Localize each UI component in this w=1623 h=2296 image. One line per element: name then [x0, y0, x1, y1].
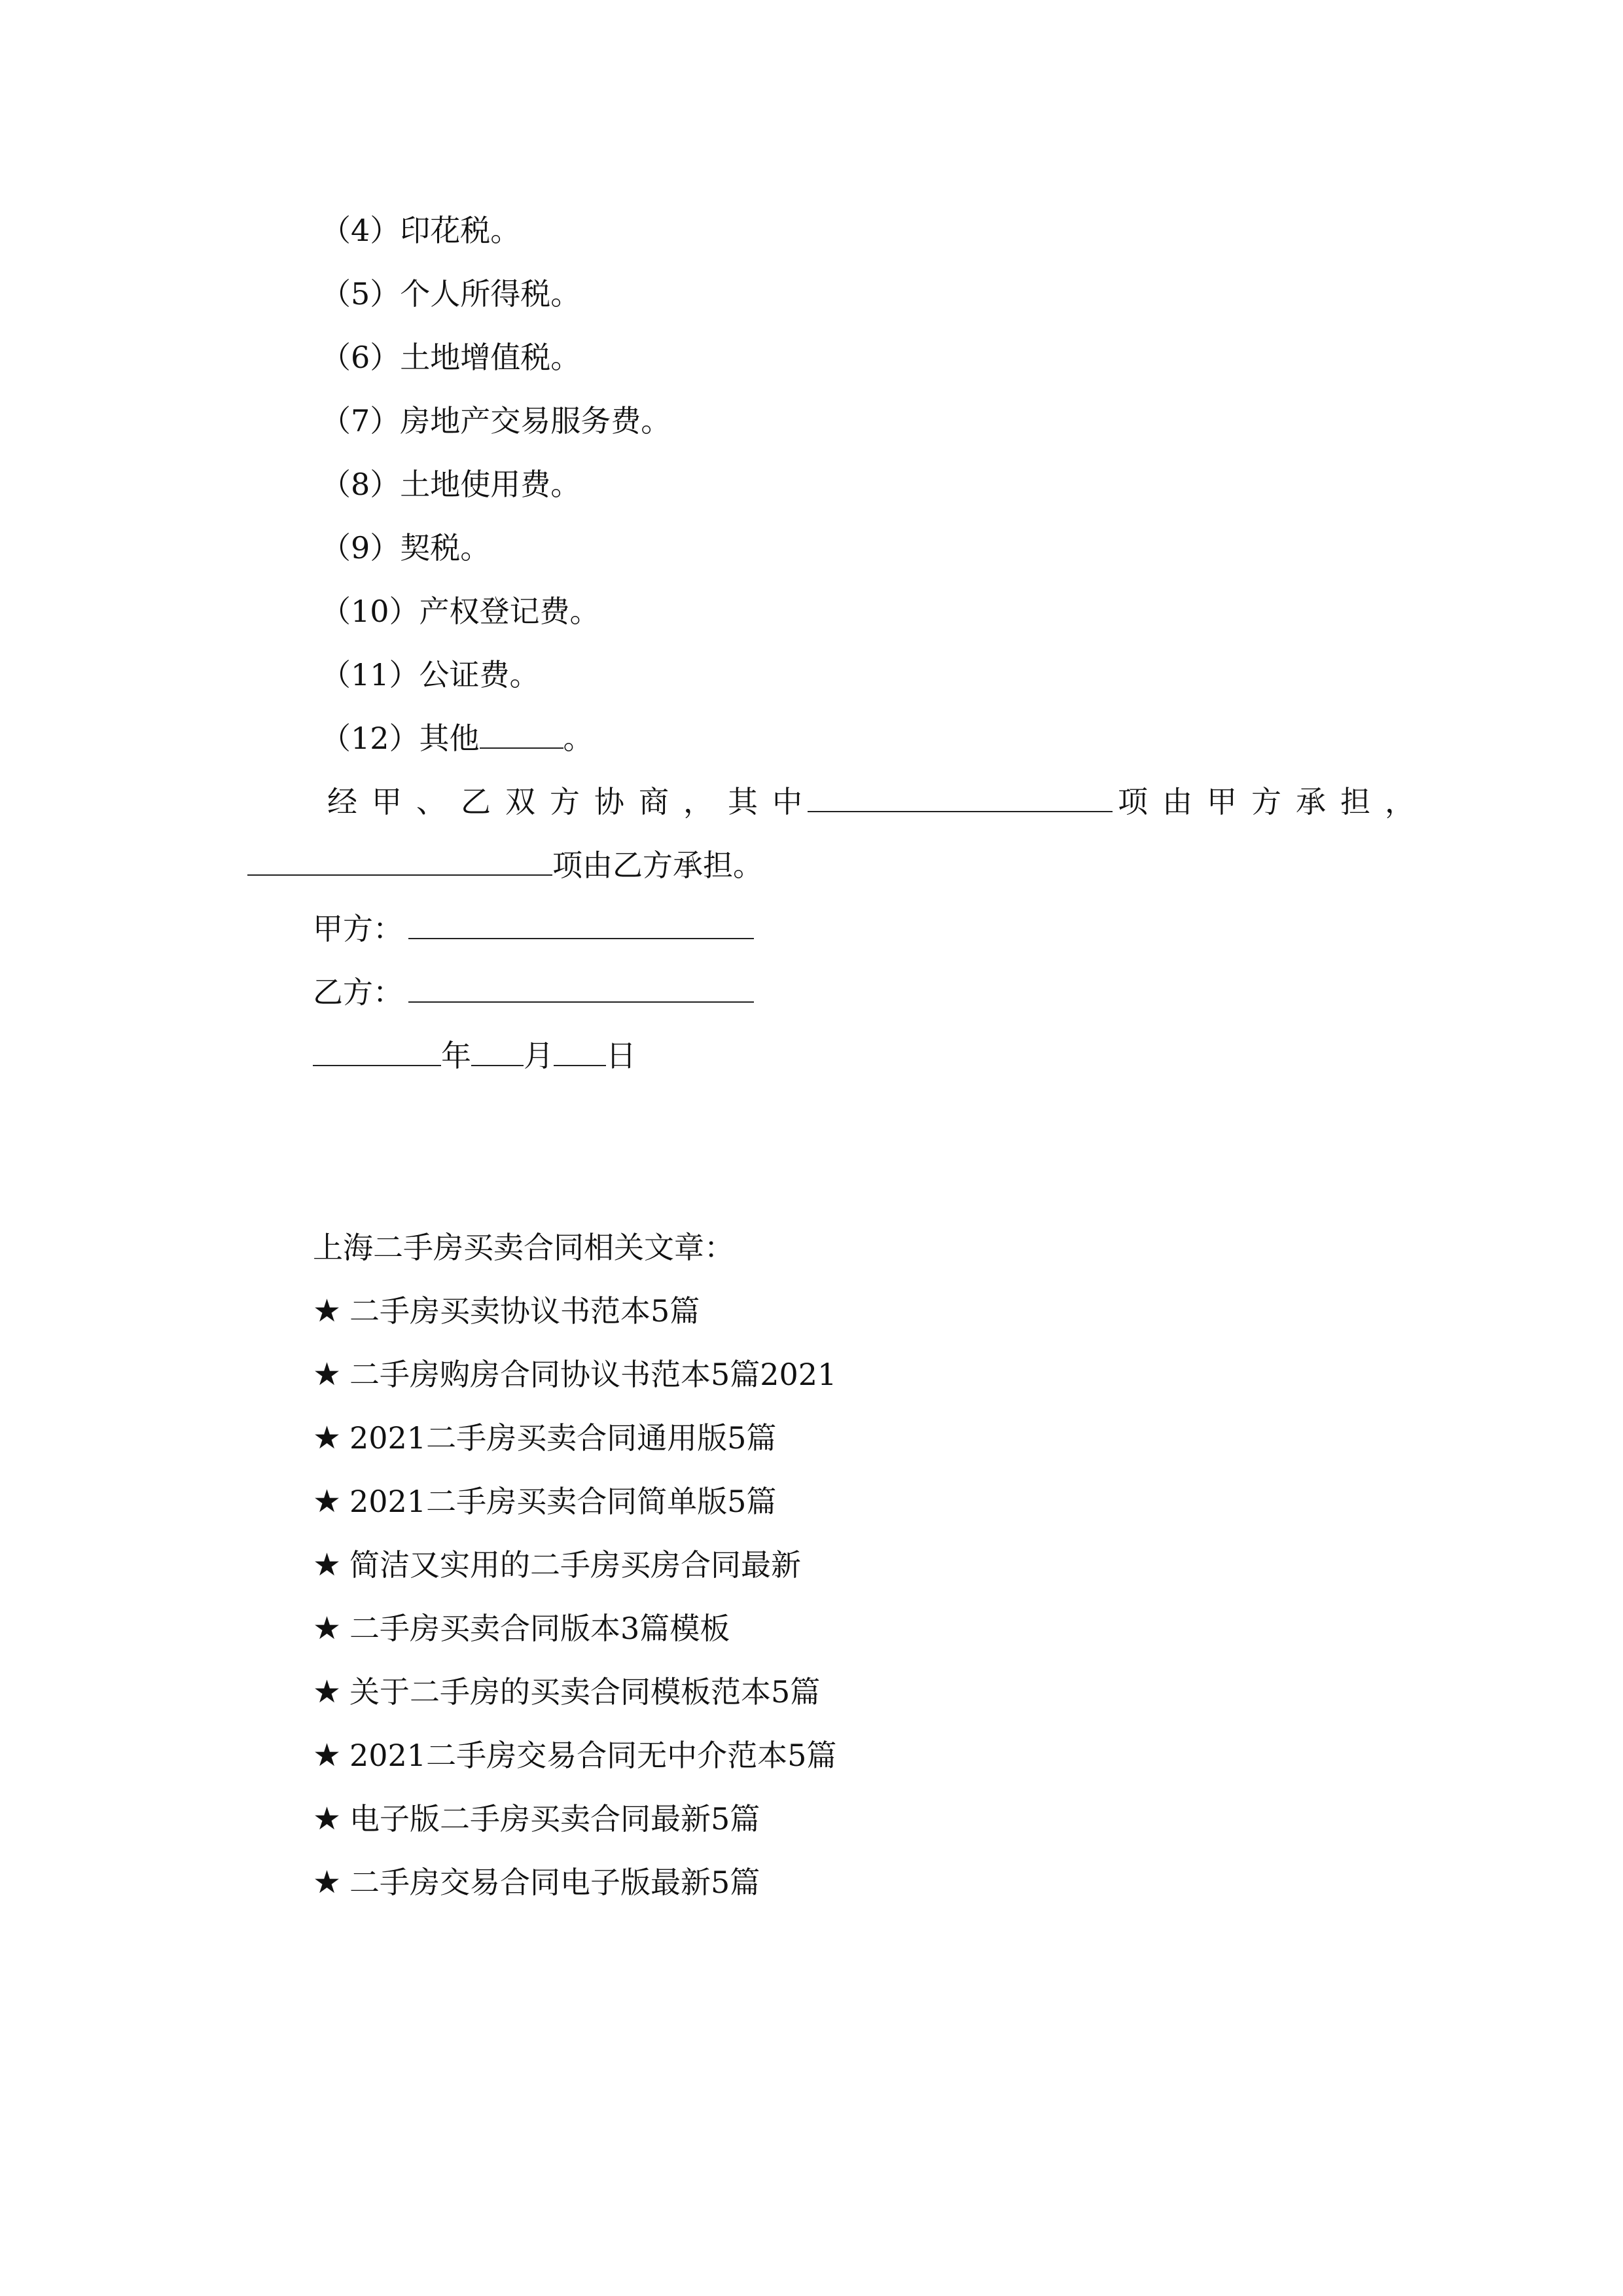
related-article-title[interactable]: 二手房购房合同协议书范本5篇2021	[349, 1357, 837, 1392]
party-b-signature	[313, 973, 754, 1012]
agreement-text: 经甲、乙双方协商，其中	[327, 784, 817, 819]
party-a-label: 甲方：	[313, 911, 403, 946]
star-icon: ★	[313, 1801, 342, 1837]
fee-item: （10）产权登记费。	[321, 594, 600, 629]
fee-item-other	[321, 719, 594, 758]
star-icon: ★	[313, 1293, 342, 1329]
star-icon: ★	[313, 1610, 342, 1647]
star-icon: ★	[313, 1737, 342, 1774]
party-a-signature-blank	[408, 909, 754, 939]
signature-date	[313, 1036, 636, 1075]
related-article-title[interactable]: 2021二手房买卖合同简单版5篇	[349, 1484, 777, 1519]
related-articles-heading: 上海二手房买卖合同相关文章：	[313, 1230, 734, 1265]
day-blank	[554, 1036, 606, 1066]
star-icon: ★	[313, 1420, 342, 1456]
related-article-link[interactable]	[313, 1418, 776, 1458]
star-icon: ★	[313, 1483, 342, 1520]
fee-item: （5）个人所得税。	[321, 276, 581, 312]
agreement-text: 项由甲方承担，	[1118, 784, 1429, 819]
related-article-title[interactable]: 二手房交易合同电子版最新5篇	[349, 1865, 760, 1900]
other-fee-blank	[480, 719, 563, 749]
month-blank	[471, 1036, 524, 1066]
party-b-items-blank	[247, 846, 552, 876]
related-article-title[interactable]: 二手房买卖合同版本3篇模板	[349, 1611, 730, 1646]
fee-item: （4）印花税。	[321, 213, 521, 248]
agreement-text: 项由乙方承担。	[552, 848, 763, 883]
related-article-title[interactable]: 2021二手房买卖合同通用版5篇	[349, 1420, 777, 1456]
star-icon: ★	[313, 1864, 342, 1901]
agreement-line-1	[327, 782, 1429, 821]
agreement-line-2	[247, 846, 763, 885]
year-blank	[313, 1036, 441, 1066]
party-b-signature-blank	[408, 973, 754, 1003]
star-icon: ★	[313, 1547, 342, 1583]
fee-item: （8）土地使用费。	[321, 467, 581, 502]
party-a-signature	[313, 909, 754, 948]
related-article-title[interactable]: 电子版二手房买卖合同最新5篇	[349, 1801, 760, 1837]
month-label: 月	[524, 1038, 554, 1073]
related-article-link[interactable]	[313, 1291, 700, 1331]
related-article-title[interactable]: 2021二手房交易合同无中介范本5篇	[349, 1738, 837, 1773]
related-article-link[interactable]	[313, 1545, 801, 1585]
fee-item-other-label: （12）其他	[321, 721, 480, 756]
fee-item: （7）房地产交易服务费。	[321, 403, 671, 439]
related-article-link[interactable]	[313, 1863, 760, 1902]
star-icon: ★	[313, 1356, 342, 1393]
star-icon: ★	[313, 1674, 342, 1710]
related-article-link[interactable]	[313, 1609, 730, 1648]
related-article-link[interactable]	[313, 1736, 836, 1775]
related-article-link[interactable]	[313, 1482, 776, 1521]
party-a-items-blank	[808, 782, 1113, 812]
year-label: 年	[441, 1038, 471, 1073]
related-article-link[interactable]	[313, 1355, 836, 1394]
day-label: 日	[606, 1038, 636, 1073]
related-article-title[interactable]: 关于二手房的买卖合同模板范本5篇	[349, 1674, 821, 1710]
fee-item-other-suffix: 。	[563, 721, 594, 756]
related-article-title[interactable]: 二手房买卖协议书范本5篇	[349, 1293, 700, 1329]
related-article-link[interactable]	[313, 1799, 760, 1839]
related-article-link[interactable]	[313, 1672, 820, 1712]
related-article-title[interactable]: 简洁又实用的二手房买房合同最新	[349, 1547, 801, 1583]
fee-item: （11）公证费。	[321, 657, 540, 692]
fee-item: （6）土地增值税。	[321, 340, 581, 375]
party-b-label: 乙方：	[313, 975, 403, 1010]
fee-item: （9）契税。	[321, 530, 491, 565]
